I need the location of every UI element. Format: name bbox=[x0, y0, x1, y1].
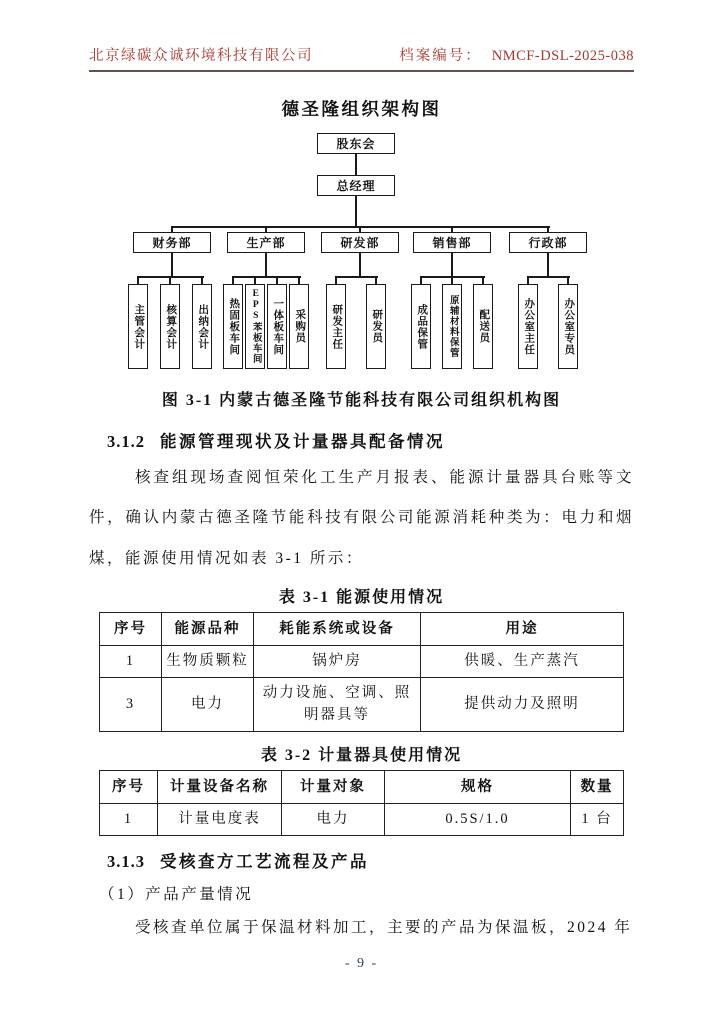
header-file-number-group bbox=[399, 44, 634, 65]
table-cell: 供暖、生产蒸汽 bbox=[421, 646, 624, 677]
column-header: 用途 bbox=[421, 612, 624, 645]
file-number-value: NMCF-DSL-2025-038 bbox=[491, 48, 634, 64]
table-cell: 1 台 bbox=[571, 804, 624, 835]
orgchart-title: 德圣隆组织架构图 bbox=[281, 99, 442, 119]
orgchart-node-rnd-dept: 研发部 bbox=[321, 232, 399, 253]
node-label: 研发主任 bbox=[331, 303, 343, 350]
node-label: 办公室主任 bbox=[523, 297, 535, 356]
orgchart-node-eps-workshop bbox=[245, 284, 265, 369]
orgchart-node-rnd-director bbox=[326, 284, 346, 369]
connector-line bbox=[336, 276, 378, 278]
orgchart-node-cost-accountant bbox=[160, 284, 180, 369]
orgchart-node-chief-accountant bbox=[128, 284, 148, 369]
table-cell: 电力 bbox=[162, 677, 254, 731]
orgchart-node-general-manager: 总经理 bbox=[317, 175, 395, 196]
node-label: 核算会计 bbox=[165, 303, 177, 350]
node-label: 配送员 bbox=[478, 309, 490, 344]
connector-line bbox=[201, 276, 203, 284]
table-cell: 生物质颗粒 bbox=[162, 646, 254, 677]
connector-line bbox=[172, 226, 550, 228]
node-label: 一体板车间 bbox=[272, 297, 284, 356]
table-row bbox=[100, 677, 624, 731]
table32-title: 表 3-2 计量器具使用情况 bbox=[260, 746, 463, 764]
connector-line bbox=[171, 253, 173, 276]
table-header-row bbox=[100, 612, 624, 645]
section-number: 3.1.3 bbox=[107, 851, 145, 871]
connector-line bbox=[420, 276, 422, 284]
column-header: 能源品种 bbox=[162, 612, 254, 645]
page-number: - 9 - bbox=[344, 956, 379, 971]
subsection-item: （1）产品产量情况 bbox=[99, 885, 254, 903]
connector-line bbox=[254, 276, 256, 284]
orgchart-node-purchaser bbox=[289, 284, 309, 369]
connector-line bbox=[527, 276, 529, 284]
orgchart-node-admin-dept: 行政部 bbox=[509, 232, 587, 253]
connector-line bbox=[137, 276, 139, 284]
section-heading-313 bbox=[89, 848, 634, 872]
table-cell: 计量电度表 bbox=[158, 804, 282, 835]
connector-line bbox=[265, 253, 267, 276]
connector-line bbox=[335, 276, 337, 284]
body-paragraph: 受核查单位属于保温材料加工，主要的产品为保温板，2024 年 bbox=[135, 918, 633, 936]
page-header bbox=[89, 44, 634, 72]
table-metering-devices bbox=[99, 770, 624, 836]
orgchart-node-office-director bbox=[518, 284, 538, 369]
orgchart-node-finance-dept: 财务部 bbox=[133, 232, 211, 253]
file-number-label: 档案编号： bbox=[399, 48, 482, 64]
orgchart-node-production-dept: 生产部 bbox=[227, 232, 305, 253]
node-label: 热固板车间 bbox=[228, 297, 240, 356]
orgchart-node-sales-dept: 销售部 bbox=[413, 232, 491, 253]
table-header-row bbox=[100, 770, 624, 803]
table-energy-usage bbox=[99, 612, 624, 732]
connector-line bbox=[359, 253, 361, 276]
orgchart-node-shareholders: 股东会 bbox=[317, 133, 395, 154]
connector-line bbox=[355, 154, 357, 175]
connector-line bbox=[528, 276, 570, 278]
node-label: 原辅材料保管 bbox=[447, 295, 458, 358]
connector-line bbox=[138, 276, 204, 278]
connector-line bbox=[298, 276, 300, 284]
table-cell: 1 bbox=[100, 646, 162, 677]
orgchart-node-finished-goods-keeper bbox=[411, 284, 431, 369]
connector-line bbox=[421, 276, 485, 278]
node-label: 研发员 bbox=[371, 309, 383, 344]
section-title: 能源管理现状及计量器具配备情况 bbox=[160, 432, 445, 451]
column-header: 序号 bbox=[100, 770, 158, 803]
figure-caption: 图 3-1 内蒙古德圣隆节能科技有限公司组织机构图 bbox=[161, 392, 562, 409]
column-header: 计量设备名称 bbox=[158, 770, 282, 803]
body-paragraph: 核查组现场查阅恒荣化工生产月报表、能源计量器具台账等文件，确认内蒙古德圣隆节能科技有限公司能源消耗种类为：电力和烟煤，能源使用情况如表 3-1 所示： bbox=[89, 469, 634, 567]
table-cell: 3 bbox=[100, 677, 162, 731]
node-label: 采购员 bbox=[294, 309, 306, 344]
connector-line bbox=[482, 276, 484, 284]
node-label: 主管会计 bbox=[133, 303, 145, 350]
orgchart-node-delivery-staff bbox=[473, 284, 493, 369]
node-label: 出纳会计 bbox=[197, 303, 209, 350]
section-title: 受核查方工艺流程及产品 bbox=[160, 851, 369, 871]
table-cell: 电力 bbox=[282, 804, 385, 835]
orgchart-node-rnd-staff bbox=[366, 284, 386, 369]
column-header: 耗能系统或设备 bbox=[254, 612, 421, 645]
connector-line bbox=[355, 196, 357, 227]
orgchart-node-cashier-accountant bbox=[192, 284, 212, 369]
section-number: 3.1.2 bbox=[107, 432, 145, 451]
orgchart-node-panel-workshop bbox=[267, 284, 287, 369]
connector-line bbox=[451, 253, 453, 276]
table-row bbox=[100, 804, 624, 835]
table-cell: 提供动力及照明 bbox=[421, 677, 624, 731]
connector-line bbox=[233, 276, 301, 278]
table-cell: 1 bbox=[100, 804, 158, 835]
orgchart-node-office-specialist bbox=[558, 284, 578, 369]
table-cell: 锅炉房 bbox=[254, 646, 421, 677]
column-header: 规格 bbox=[385, 770, 571, 803]
table-cell: 0.5S/1.0 bbox=[385, 804, 571, 835]
connector-line bbox=[232, 276, 234, 284]
column-header: 计量对象 bbox=[282, 770, 385, 803]
connector-line bbox=[375, 276, 377, 284]
orgchart-node-thermoset-workshop bbox=[223, 284, 243, 369]
table-row bbox=[100, 646, 624, 677]
connector-line bbox=[276, 276, 278, 284]
header-company-name: 北京绿碳众诚环境科技有限公司 bbox=[89, 48, 313, 64]
section-heading-312 bbox=[89, 428, 634, 452]
column-header: 数量 bbox=[571, 770, 624, 803]
connector-line bbox=[567, 276, 569, 284]
node-label: 成品保管 bbox=[416, 303, 428, 350]
connector-line bbox=[169, 276, 171, 284]
node-label: 办公室专员 bbox=[563, 297, 575, 356]
connector-line bbox=[451, 276, 453, 284]
orgchart-node-raw-material-keeper bbox=[442, 284, 462, 369]
column-header: 序号 bbox=[100, 612, 162, 645]
table31-title: 表 3-1 能源使用情况 bbox=[278, 588, 445, 606]
node-label: EPS苯板车间 bbox=[250, 289, 261, 364]
orgchart bbox=[89, 129, 634, 372]
table-cell: 动力设施、空调、照明器具等 bbox=[254, 677, 421, 731]
connector-line bbox=[547, 253, 549, 276]
